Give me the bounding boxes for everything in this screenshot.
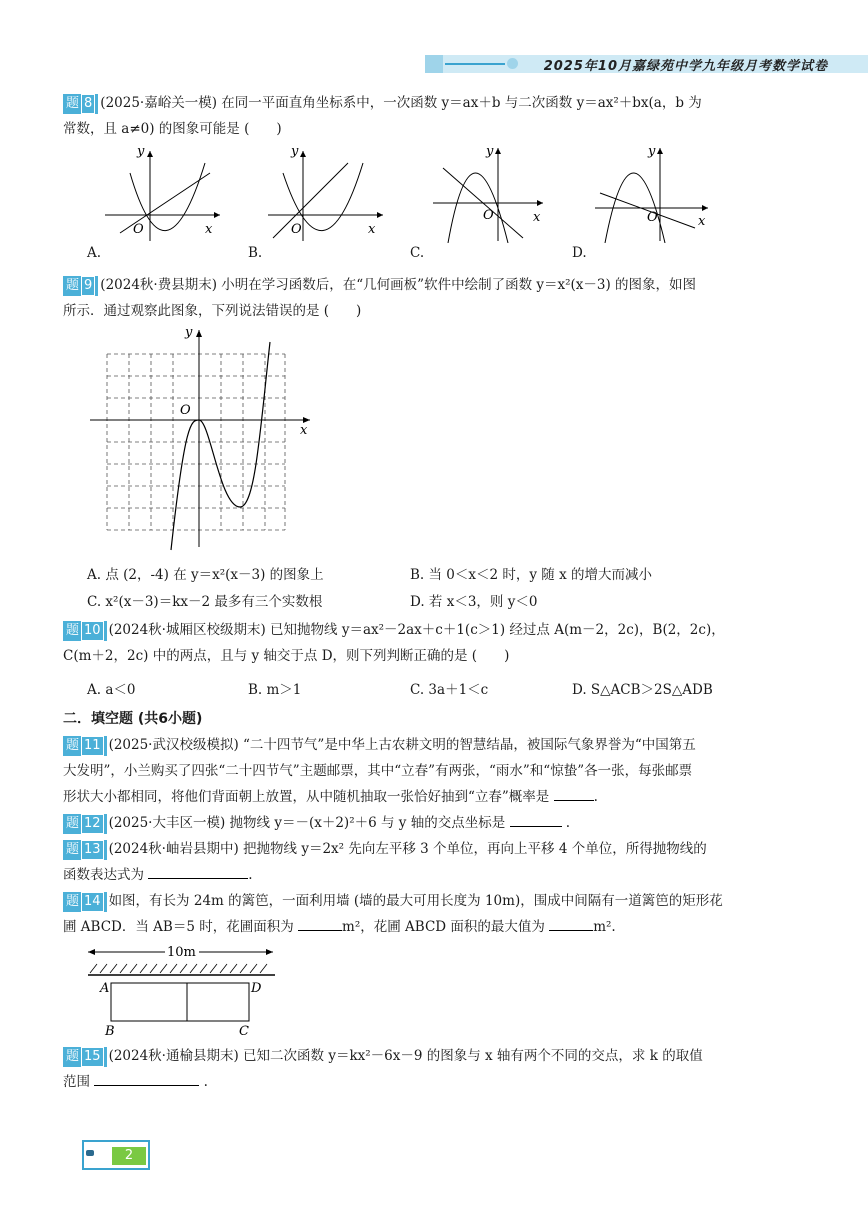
svg-text:x: x — [300, 423, 308, 438]
option-a-label: A. — [87, 245, 102, 261]
section-title: 二．填空题 (共6小题) — [63, 711, 203, 727]
question-text-line2: 范围 — [63, 1074, 90, 1090]
question-text-line2: 函数表达式为 — [63, 867, 144, 883]
cubic-function-graph — [85, 322, 320, 552]
question-9 — [63, 272, 773, 324]
fence-diagram — [85, 940, 285, 1038]
question-text: (2025·武汉校级模拟) “二十四节气”是中华上古农耕文明的智慧结晶，被国际气象界誉为“中国第五 — [108, 737, 696, 753]
svg-text:O: O — [180, 403, 191, 418]
question-8 — [63, 90, 773, 142]
svg-text:x: x — [698, 214, 706, 229]
question-text-line2: 大发明”，小兰购买了四张“二十四节气”主题邮票，其中“立春”有两张，“雨水”和“惊蛰”各一张，每张邮票 — [63, 763, 693, 779]
option-b-label: B. — [248, 245, 263, 261]
svg-text:O: O — [647, 210, 658, 225]
header-decoration-line — [445, 63, 505, 65]
question-text: (2024秋·岫岩县期中) 把抛物线 y＝2x² 先向左平移 3 个单位，再向上平移 4 个单位，所得抛物线的 — [108, 841, 707, 857]
graph-option-b — [263, 143, 393, 243]
question-tag: 题 11 — [63, 736, 107, 756]
svg-text:y: y — [648, 144, 656, 159]
option-c-label: C. — [410, 245, 425, 261]
question-10 — [63, 617, 773, 669]
option-d-label: D. 若 x＜3，则 y＜0 — [410, 594, 538, 610]
svg-text:y: y — [291, 144, 299, 159]
page-number: 2 — [112, 1147, 146, 1165]
question-tag: 题 12 — [63, 814, 107, 834]
svg-text:y: y — [486, 144, 494, 159]
svg-text:O: O — [133, 222, 144, 237]
question-tag: 题 14 — [63, 892, 107, 912]
option-a-label: A. a＜0 — [87, 682, 136, 698]
svg-text:y: y — [137, 144, 145, 159]
answer-blank[interactable] — [510, 812, 562, 827]
question-text: (2024秋·通榆县期末) 已知二次函数 y＝kx²－6x－9 的图象与 x 轴有两个不同的交点，求 k 的取值 — [108, 1048, 703, 1064]
question-text: (2025·大丰区一模) 抛物线 y＝－(x＋2)²＋6 与 y 轴的交点坐标是 — [108, 815, 506, 831]
option-b-label: B. 当 0＜x＜2 时，y 随 x 的增大而减小 — [410, 567, 652, 583]
question-tag: 题 13 — [63, 840, 107, 860]
svg-text:B: B — [105, 1024, 115, 1038]
svg-text:x: x — [533, 210, 541, 225]
answer-blank-area[interactable] — [298, 916, 342, 931]
question-13: 题 13 (2024秋·岫岩县期中) 把抛物线 y＝2x² 先向左平移 3 个单位，再向上平移 4 个单位，所得抛物线的 函数表达式为 . — [63, 841, 707, 883]
option-b-label: B. m＞1 — [248, 682, 302, 698]
question-text-line2: 所示．通过观察此图象，下列说法错误的是 ( ) — [63, 303, 362, 319]
question-text: 如图，有长为 24m 的篱笆，一面利用墙 (墙的最大可用长度为 10m)，围成中间隔有一道篱笆的矩形花 — [108, 893, 723, 909]
svg-text:x: x — [368, 222, 376, 237]
option-d-label: D. — [572, 245, 587, 261]
question-text: (2024秋·城厢区校级期末) 已知抛物线 y＝ax²－2ax＋c＋1(c＞1) 经过点 A(m－2，2c)，B(2，2c)， — [108, 622, 725, 638]
question-text: (2025·嘉峪关一模) 在同一平面直角坐标系中，一次函数 y＝ax＋b 与二次函数 y＝ax²＋bx(a，b 为 — [100, 95, 702, 111]
option-d-label: D. S△ACB＞2S△ADB — [572, 682, 713, 698]
answer-blank[interactable] — [148, 864, 248, 879]
question-tag: 题 15 — [63, 1047, 107, 1067]
graph-option-c — [428, 143, 558, 243]
question-text: (2024秋·费县期末) 小明在学习函数后，在“几何画板”软件中绘制了函数 y＝x²(x－3) 的图象，如图 — [100, 277, 697, 293]
option-c-label: C. x²(x－3)＝kx－2 最多有三个实数根 — [87, 594, 323, 610]
answer-blank[interactable] — [94, 1071, 199, 1086]
answer-blank-max-area[interactable] — [549, 916, 593, 931]
question-text-line2: 常数，且 a≠0) 的图象可能是 ( ) — [63, 121, 282, 137]
question-15: 题 15 (2024秋·通榆县期末) 已知二次函数 y＝kx²－6x－9 的图象与 x 轴有两个不同的交点，求 k 的取值 范围 . — [63, 1048, 703, 1090]
header-decoration-dot — [507, 58, 518, 69]
question-text-line3: 形状大小都相同，将他们背面朝上放置，从中随机抽取一张恰好抽到“立春”概率是 — [63, 789, 550, 805]
option-c-label: C. 3a＋1＜c — [410, 682, 489, 698]
option-a-label: A. 点 (2，-4) 在 y＝x²(x－3) 的图象上 — [87, 567, 324, 583]
header-decoration — [425, 55, 443, 73]
graph-option-d — [590, 143, 720, 243]
question-tag: 题 10 — [63, 621, 107, 641]
question-text-line2: C(m＋2，2c) 中的两点，且与 y 轴交于点 D，则下列判断正确的是 ( ) — [63, 648, 510, 664]
question-tag: 题 9 — [63, 276, 98, 296]
svg-text:x: x — [205, 222, 213, 237]
svg-text:D: D — [251, 981, 262, 996]
svg-text:O: O — [291, 222, 302, 237]
answer-blank[interactable] — [554, 786, 594, 801]
question-11: 题 11 (2025·武汉校级模拟) “二十四节气”是中华上古农耕文明的智慧结晶，被国际气象界誉为“中国第五 大发明”，小兰购买了四张“二十四节气”主题邮票，其中“立春”有两张，“雨水”和“惊蛰”各一张，每张邮票 形状大小都相同，将他们背面朝上放置，从中随机抽取一张恰好抽到“立春”概率是 . — [63, 737, 696, 805]
svg-text:y: y — [185, 325, 193, 340]
question-12: 题 12 (2025·大丰区一模) 抛物线 y＝－(x＋2)²＋6 与 y 轴的交点坐标是 . — [63, 810, 773, 836]
svg-text:10m: 10m — [167, 945, 196, 960]
graph-option-a — [95, 143, 225, 243]
question-tag: 题 8 — [63, 94, 98, 114]
plug-icon — [86, 1150, 94, 1156]
page-header-title: 2025年10月嘉绿苑中学九年级月考数学试卷 — [543, 59, 828, 74]
svg-text:A: A — [100, 981, 110, 996]
question-14: 题 14 如图，有长为 24m 的篱笆，一面利用墙 (墙的最大可用长度为 10m)，围成中间隔有一道篱笆的矩形花 圃 ABCD．当 AB＝5 时，花圃面积为 m²，花圃 ABCD 面积的最大值为 m². — [63, 893, 723, 935]
svg-text:C: C — [239, 1024, 249, 1038]
svg-text:O: O — [483, 208, 494, 223]
